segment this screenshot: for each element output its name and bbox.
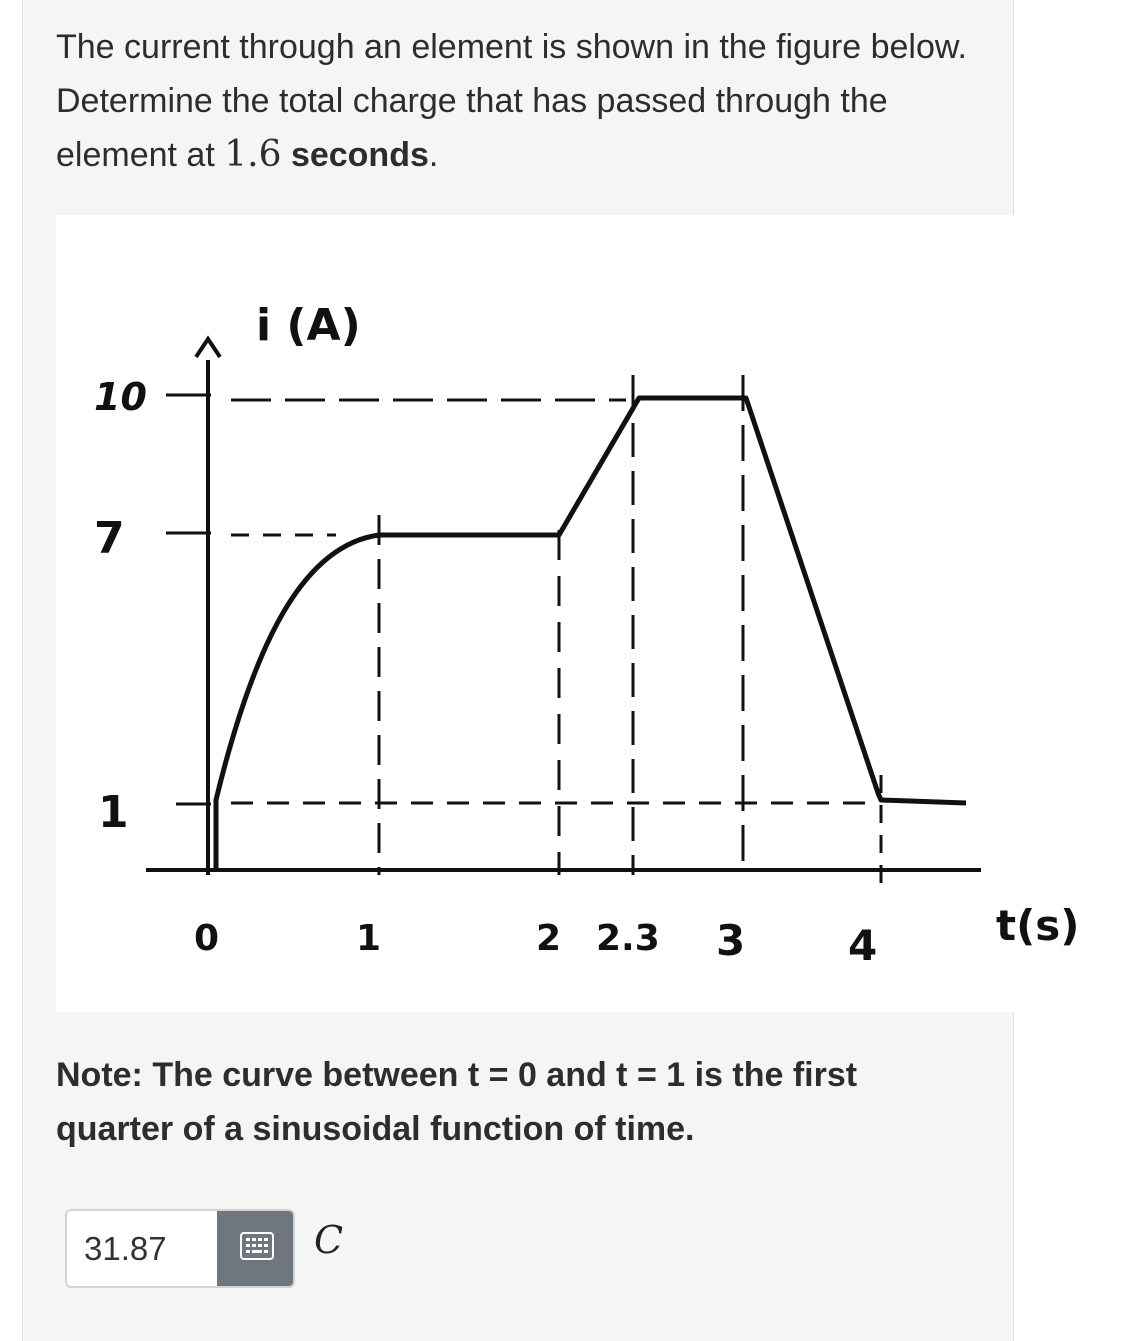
x-axis-label: t(s) <box>996 901 1080 950</box>
waveform-svg <box>56 215 1130 1012</box>
y-axis-arrow <box>196 339 220 357</box>
x-tick-2: 2 <box>536 918 562 959</box>
time-unit: seconds <box>290 136 429 174</box>
y-tick-10: 10 <box>94 375 147 419</box>
keypad-button[interactable] <box>217 1209 295 1288</box>
keypad-icon <box>240 1232 274 1265</box>
answer-unit: C <box>314 1218 344 1262</box>
x-tick-1: 1 <box>356 918 382 959</box>
current-waveform <box>216 398 966 870</box>
question-period: . <box>428 136 439 174</box>
question-body: The current through an element is shown in the figure below. Determine the total charge that has passed through the element at <box>56 28 967 174</box>
x-tick-3: 3 <box>716 916 746 965</box>
x-tick-4: 4 <box>848 921 878 970</box>
note-text: Note: The curve between t = 0 and t = 1 is the first quarter of a sinusoidal function of time. <box>56 1056 858 1148</box>
answer-input[interactable] <box>67 1211 217 1286</box>
x-tick-0: 0 <box>194 918 220 959</box>
y-tick-7: 7 <box>94 513 125 564</box>
time-value: 1.6 <box>224 134 282 175</box>
current-waveform-figure <box>56 215 1130 1012</box>
x-tick-2-3: 2.3 <box>596 918 660 959</box>
y-tick-1: 1 <box>98 787 129 838</box>
answer-field <box>65 1209 295 1288</box>
question-text <box>56 20 976 182</box>
y-axis-label: i (A) <box>256 300 361 351</box>
